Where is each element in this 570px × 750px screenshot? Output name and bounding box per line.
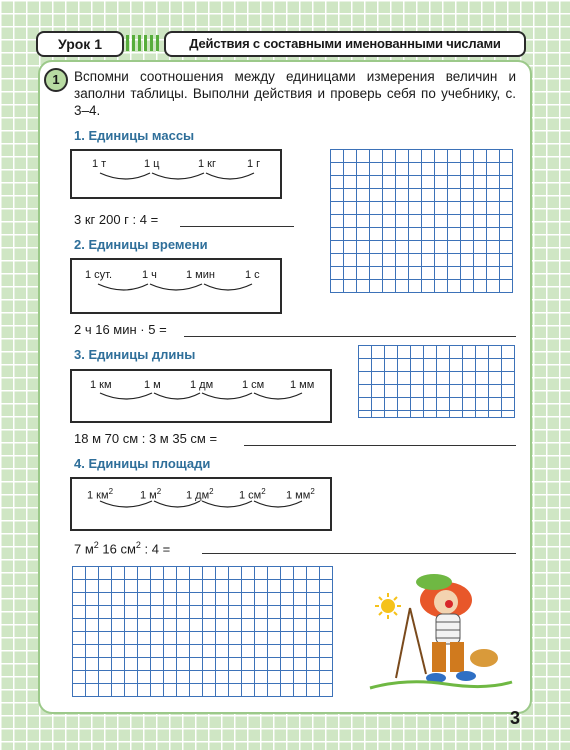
section-title-area: 4. Единицы площади bbox=[74, 456, 211, 471]
unit-label: 1 ц bbox=[144, 158, 160, 170]
section-title-time: 2. Единицы времени bbox=[74, 237, 208, 252]
relation-arcs bbox=[72, 260, 280, 312]
unit-label: 1 г bbox=[247, 158, 261, 170]
decorative-stripes bbox=[126, 35, 162, 51]
answer-line-time[interactable] bbox=[184, 336, 516, 337]
squared-grid-3[interactable] bbox=[72, 566, 333, 697]
sun-icon bbox=[375, 593, 401, 619]
unit-label: 1 кг bbox=[198, 158, 216, 170]
relation-arcs bbox=[72, 371, 330, 421]
unit-label: 1 с bbox=[245, 269, 260, 281]
unit-power: 2 bbox=[209, 487, 214, 496]
expression-length: 18 м 70 см : 3 м 35 см = bbox=[74, 431, 218, 446]
time-units-box bbox=[70, 258, 282, 314]
answer-line-mass[interactable] bbox=[180, 226, 294, 227]
squared-grid-2[interactable] bbox=[358, 345, 515, 418]
unit-power: 2 bbox=[108, 487, 114, 496]
lesson-title: Действия с составными именованными числами bbox=[164, 31, 526, 57]
unit-label: 1 мин bbox=[186, 269, 215, 281]
expr-power: 2 bbox=[93, 540, 99, 550]
expression-mass: 3 кг 200 г : 4 = bbox=[74, 212, 159, 227]
answer-line-area[interactable] bbox=[202, 553, 516, 554]
relation-arcs bbox=[72, 479, 330, 529]
section-title-mass: 1. Единицы массы bbox=[74, 128, 195, 143]
expr-power: 2 bbox=[135, 540, 141, 550]
unit-power: 2 bbox=[261, 487, 266, 496]
lesson-label: Урок 1 bbox=[36, 31, 124, 57]
unit-power: 2 bbox=[156, 487, 162, 496]
expr-part: 7 м bbox=[74, 541, 94, 557]
clown-illustration bbox=[366, 566, 516, 696]
squared-grid-1[interactable] bbox=[330, 149, 513, 293]
unit-label: 1 мм bbox=[290, 379, 315, 391]
unit-label: 1 ч bbox=[142, 269, 157, 281]
unit-label: 1 см bbox=[242, 379, 265, 391]
unit-label: 1 т bbox=[92, 158, 107, 170]
page-number: 3 bbox=[510, 708, 521, 728]
unit-name: 1 дм bbox=[186, 489, 210, 502]
mass-units-box bbox=[70, 149, 282, 199]
section-title-length: 3. Единицы длины bbox=[74, 347, 196, 362]
unit-label: 1 дм bbox=[190, 379, 214, 391]
unit-label: 1 сут. bbox=[85, 269, 113, 281]
unit-label: 1 км bbox=[90, 379, 112, 391]
unit-name: 1 мм bbox=[286, 489, 311, 502]
task-number: 1 bbox=[44, 68, 68, 92]
unit-name: 1 км bbox=[87, 489, 109, 502]
unit-name: 1 м bbox=[140, 489, 157, 502]
relation-arcs bbox=[72, 151, 280, 197]
length-units-box bbox=[70, 369, 332, 423]
expr-part: 16 см bbox=[98, 541, 136, 557]
expression-time: 2 ч 16 мин · 5 = bbox=[74, 322, 167, 337]
unit-name: 1 см bbox=[239, 489, 262, 502]
unit-power: 2 bbox=[310, 487, 315, 496]
answer-line-length[interactable] bbox=[244, 445, 516, 446]
unit-label: 1 м bbox=[144, 379, 161, 391]
expr-part: : 4 = bbox=[140, 541, 171, 557]
area-units-box bbox=[70, 477, 332, 531]
task-instruction: Вспомни соотношения между единицами измерения величин и заполни таблицы. Выполни действия и проверь себя по учебнику, с. 3–4. bbox=[74, 69, 516, 118]
expression-area bbox=[74, 540, 170, 556]
